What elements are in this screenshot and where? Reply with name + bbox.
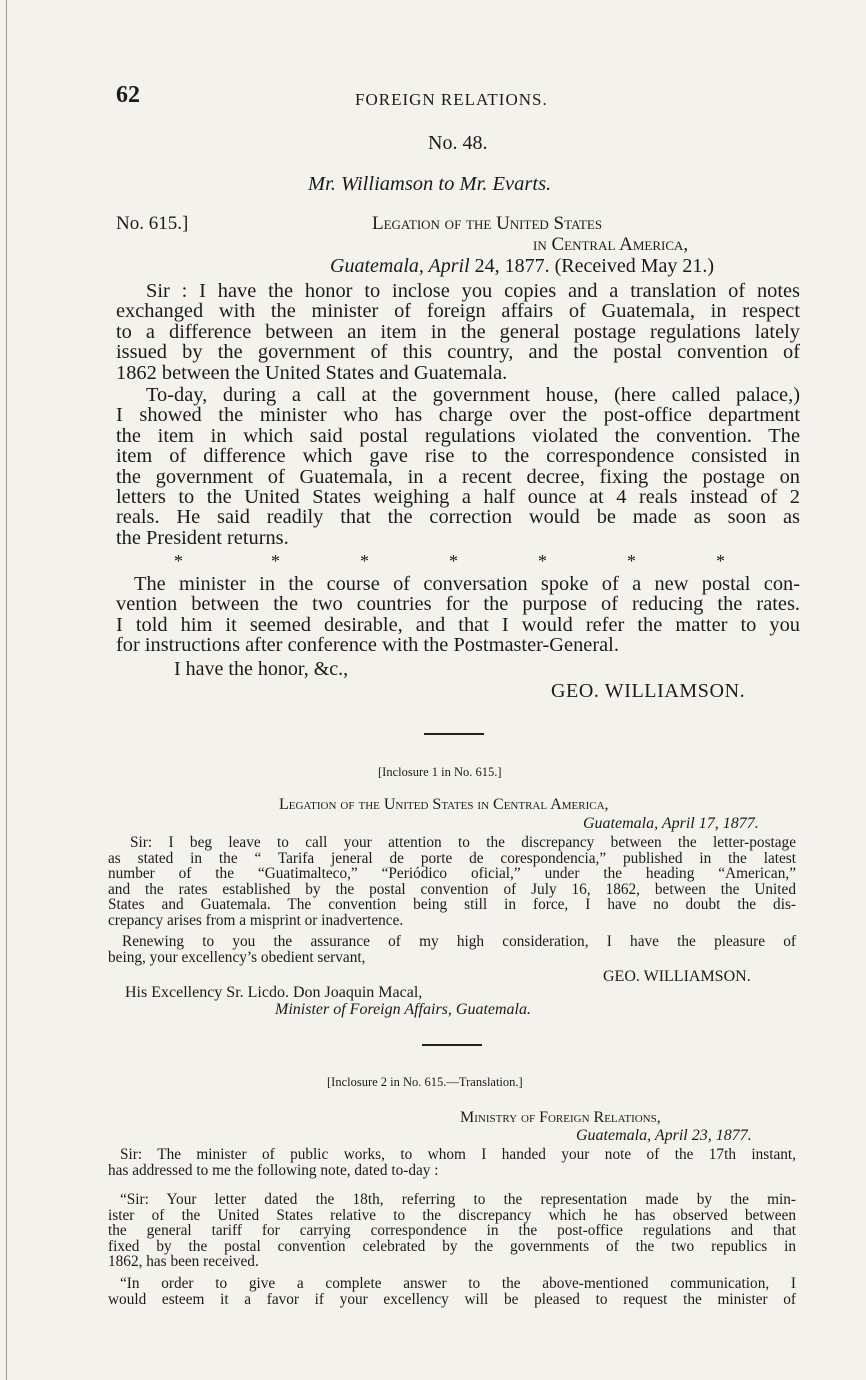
- text-line: and the rates established by the postal convention of July 16, 1862, between the United: [108, 880, 796, 898]
- dateline: [330, 255, 714, 278]
- document-number: No. 48.: [428, 132, 488, 154]
- text-line: I showed the minister who has charge over the post-office department: [116, 404, 800, 427]
- letter-paragraph-2: [116, 385, 800, 548]
- text-line: letters to the United States weighing a half ounce at 4 reals instead of 2: [116, 486, 800, 509]
- text-line: “Sir: Your letter dated the 18th, referring to the representation made by the min-: [120, 1191, 796, 1208]
- star: *: [271, 551, 280, 571]
- text-line: 1862 between the United States and Guatemala.: [116, 361, 508, 384]
- inclosure-2-paragraph-1: [108, 1147, 796, 1178]
- text-line: reals. He said readily that the correction would be made as soon as: [116, 506, 800, 529]
- star: *: [360, 551, 369, 571]
- despatch-reference: No. 615.]: [116, 213, 189, 234]
- inclosure-2-label: [Inclosure 2 in No. 615.—Translation.]: [327, 1075, 523, 1089]
- text-line: would esteem it a favor if your excellency will be pleased to request the minister of: [108, 1290, 796, 1308]
- inclosure-2-ministry: Ministry of Foreign Relations,: [460, 1109, 661, 1126]
- document-heading: Mr. Williamson to Mr. Evarts.: [308, 173, 552, 195]
- inclosure-1-paragraph-2: [108, 934, 796, 965]
- section-divider: [422, 1044, 482, 1046]
- text-line: “In order to give a complete answer to the above-mentioned communication, I: [120, 1275, 796, 1292]
- text-line: as stated in the “ Tarifa jeneral de porte de corespondencia,” published in the latest: [108, 849, 796, 867]
- text-line: States and Guatemala. The convention being still in force, I have no doubt the dis-: [108, 896, 796, 914]
- text-line: Sir : I have the honor to inclose you copies and a translation of notes: [146, 280, 800, 302]
- dateline-rest: 24, 1877. (Received May 21.): [474, 255, 715, 277]
- text-line: Sir: The minister of public works, to whom I handed your note of the 17th instant,: [120, 1146, 796, 1163]
- text-line: has addressed to me the following note, dated to-day :: [108, 1161, 439, 1179]
- text-line: the item in which said postal regulations violated the convention. The: [116, 424, 800, 447]
- text-line: fixed by the postal convention celebrated by the governments of the two republics in: [108, 1237, 796, 1255]
- dateline-place: Guatemala, April: [330, 255, 470, 277]
- inclosure-1-label: [Inclosure 1 in No. 615.]: [378, 765, 502, 779]
- text-line: being, your excellency’s obedient servant,: [108, 948, 366, 966]
- inclosure-2-paragraph-3: [108, 1276, 796, 1307]
- legation-line-1: Legation of the United States: [372, 213, 603, 234]
- text-line: ister of the United States relative to the discrepancy which he has observed between: [108, 1206, 796, 1224]
- inclosure-1-legation: Legation of the United States in Central America,: [279, 796, 609, 813]
- inclosure-2-paragraph-2: [108, 1192, 796, 1270]
- page-edge-line: [6, 0, 7, 1380]
- star: *: [538, 551, 547, 571]
- text-line: item of difference which gave rise to the correspondence consisted in: [116, 445, 800, 468]
- text-line: vention between the two countries for the purpose of reducing the rates.: [116, 593, 800, 616]
- page-number: 62: [116, 82, 140, 108]
- text-line: the general tariff for carrying correspondence in the post-office regulations and that: [108, 1222, 796, 1240]
- star: *: [716, 551, 725, 571]
- letter-paragraph-3: [116, 574, 800, 656]
- text-line: Renewing to you the assurance of my high consideration, I have the pleasure of: [122, 933, 796, 950]
- text-line: the government of Guatemala, in a recent decree, fixing the postage on: [116, 465, 800, 488]
- legation-line-2: in Central America,: [533, 234, 689, 255]
- inclosure-1-signature: GEO. WILLIAMSON.: [603, 968, 751, 985]
- inclosure-1-date: Guatemala, April 17, 1877.: [583, 815, 759, 832]
- text-line: I told him it seemed desirable, and that I would refer the matter to you: [116, 613, 800, 636]
- star: *: [449, 551, 458, 571]
- letter-signature: GEO. WILLIAMSON.: [551, 680, 746, 702]
- text-line: issued by the government of this country, and the postal convention of: [116, 341, 800, 364]
- text-line: To-day, during a call at the government house, (here called palace,): [146, 384, 800, 406]
- star: *: [174, 551, 183, 571]
- letter-closing: I have the honor, &c.,: [174, 658, 349, 680]
- text-line: to a difference between an item in the general postage regulations lately: [116, 320, 800, 343]
- text-line: the President returns.: [116, 526, 289, 549]
- inclosure-1-addressee: [125, 984, 422, 1002]
- text-line: exchanged with the minister of foreign affairs of Guatemala, in respect: [116, 300, 800, 323]
- addressee-line: His Excellency Sr. Licdo. Don Joaquin Macal,: [125, 984, 423, 1001]
- inclosure-2-date: Guatemala, April 23, 1877.: [576, 1127, 752, 1144]
- running-title: FOREIGN RELATIONS.: [355, 90, 548, 109]
- letter-paragraph-1: [116, 281, 800, 383]
- text-line: 1862, has been received.: [108, 1253, 259, 1271]
- text-line: Sir: I beg leave to call your attention to the discrepancy between the letter-postage: [130, 834, 796, 851]
- text-line: The minister in the course of conversation spoke of a new postal con-: [134, 573, 800, 595]
- star: *: [627, 551, 636, 571]
- inclosure-1-addressee-title: Minister of Foreign Affairs, Guatemala.: [275, 1001, 531, 1018]
- section-divider: [424, 733, 484, 735]
- text-line: crepancy arises from a misprint or inadvertence.: [108, 911, 404, 929]
- text-line: for instructions after conference with the Postmaster-General.: [116, 634, 619, 657]
- inclosure-1-paragraph-1: [108, 835, 796, 929]
- text-line: number of the “Guatimalteco,” “Periódico oficial,” under the heading “American,”: [108, 865, 796, 883]
